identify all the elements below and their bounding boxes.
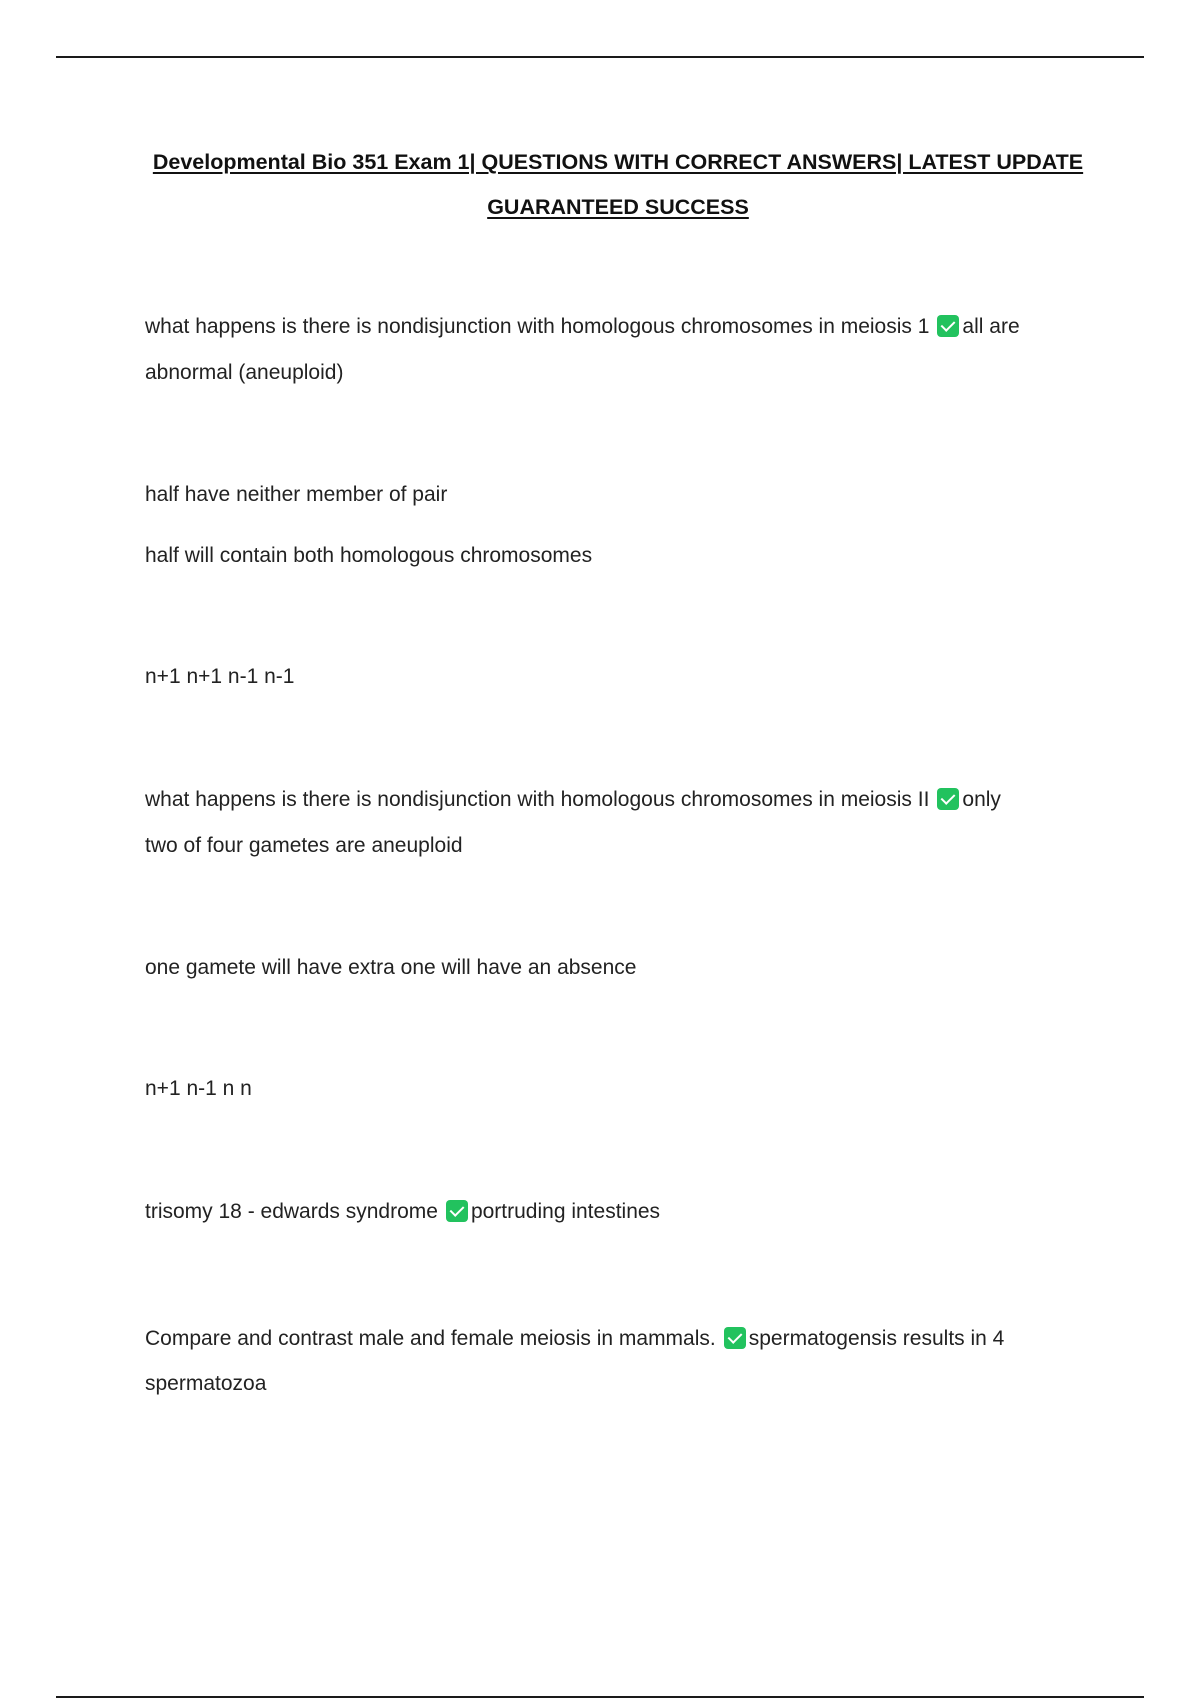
question-text: Compare and contrast male and female meiosis in mammals.	[145, 1327, 716, 1350]
answer-text: spermatogensis results in 4	[748, 1327, 1005, 1350]
answer-text: portruding intestines	[470, 1200, 661, 1223]
qa-question-line	[145, 304, 1020, 350]
answer-line: one gamete will have extra one will have an absence	[145, 956, 637, 979]
answer-text: only	[962, 788, 1001, 811]
answer-text: all are	[962, 315, 1020, 338]
answer-line: n+1 n-1 n n	[145, 1077, 252, 1100]
question-text: trisomy 18 - edwards syndrome	[145, 1200, 438, 1223]
bottom-rule	[56, 1696, 1144, 1698]
top-rule	[56, 56, 1144, 58]
green-checkmark-icon	[937, 788, 959, 810]
answer-continuation: abnormal (aneuploid)	[145, 361, 344, 384]
answer-continuation: two of four gametes are aneuploid	[145, 834, 463, 857]
question-text: what happens is there is nondisjunction with homologous chromosomes in meiosis II	[145, 788, 930, 811]
answer-line: half will contain both homologous chromosomes	[145, 544, 593, 567]
document-title	[120, 140, 1116, 230]
title-line-2: GUARANTEED SUCCESS	[487, 195, 749, 219]
answer-line: half have neither member of pair	[145, 483, 448, 506]
green-checkmark-icon	[446, 1200, 468, 1222]
answer-line: n+1 n+1 n-1 n-1	[145, 665, 295, 688]
question-text: what happens is there is nondisjunction with homologous chromosomes in meiosis 1	[145, 315, 930, 338]
green-checkmark-icon	[937, 315, 959, 337]
qa-question-line	[145, 1189, 660, 1235]
qa-question-line	[145, 1316, 1004, 1362]
qa-question-line	[145, 777, 1001, 823]
title-line-1: Developmental Bio 351 Exam 1| QUESTIONS WITH CORRECT ANSWERS| LATEST UPDATE	[152, 150, 1084, 174]
green-checkmark-icon	[724, 1327, 746, 1349]
answer-continuation: spermatozoa	[145, 1372, 267, 1395]
